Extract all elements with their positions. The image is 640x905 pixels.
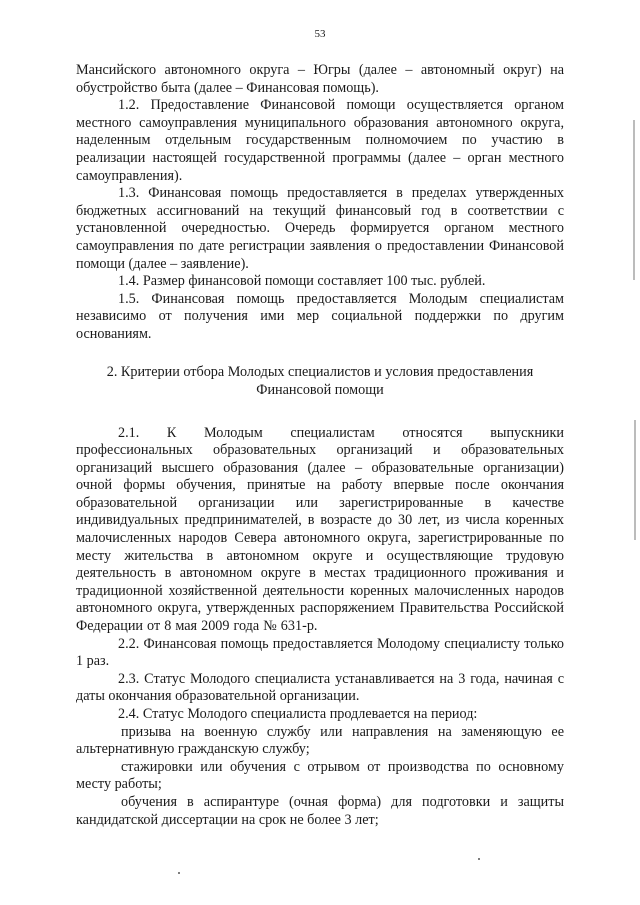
list-item-military-service: призыва на военную службу или направления на заменяющую ее альтернативную гражданскую службу; [76, 723, 564, 758]
section-heading-line-1: 2. Критерии отбора Молодых специалистов и условия предоставления [106, 363, 534, 380]
heading-spacer [76, 399, 564, 425]
page-number: 53 [314, 28, 326, 40]
paragraph-2-2: 2.2. Финансовая помощь предоставляется Молодому специалисту только 1 раз. [76, 635, 564, 670]
paragraph-2-4: 2.4. Статус Молодого специалиста продлевается на период: [118, 706, 478, 722]
paragraph-1-4: 1.4. Размер финансовой помощи составляет 100 тыс. рублей. [118, 273, 486, 290]
list-item-postgraduate: обучения в аспирантуре (очная форма) для подготовки и защиты кандидатской диссертации на срок не более 3 лет; [76, 793, 564, 828]
paragraph-continuation: Мансийского автономного округа – Югры (далее – автономный округ) на обустройство быта (далее – Финансовая помощь). [76, 62, 564, 96]
paragraph-1-5: 1.5. Финансовая помощь предоставляется Молодым специалистам независимо от получения ими мер социальной поддержки по другим основаниям. [76, 290, 564, 342]
paragraph-2-3: 2.3. Статус Молодого специалиста устанавливается на 3 года, начиная с даты окончания образовательной организации. [76, 670, 564, 705]
section-heading-line-2: Финансовой помощи [256, 381, 384, 398]
list-item-internship: стажировки или обучения с отрывом от производства по основному месту работы; [76, 758, 564, 793]
paragraph-1-3: 1.3. Финансовая помощь предоставляется в пределах утвержденных бюджетных ассигнований на текущий финансовый год в соответствии с установленной очередностью. Очередь формируется органом местного самоуправления по дате регистрации заявления о предоставлении Финансовой помощи (далее – заявление). [76, 185, 564, 272]
paragraph-2-1: 2.1. К Молодым специалистам относятся выпускники профессиональных образовательных организаций и образовательных организаций высшего образования (далее – образовательные организации) очной формы обучения, принятые на работу впервые после окончания образовательной организации или зарегистрированные в качестве индивидуальных предпринимателей, в возрасте до 30 лет, из числа коренных малочисленных народов Севера автономного округа, зарегистрированные по месту жительства в автономном округе и осуществляющие трудовую деятельность в автономном округе в местах традиционного проживания и традиционной хозяйственной деятельности коренных малочисленных народов автономного округа, утвержденных распоряжением Правительства Российской Федерации от 8 мая 2009 года № 631-р. [76, 424, 564, 635]
scan-edge-mark [633, 120, 635, 280]
scan-edge-mark [634, 420, 636, 540]
section-heading [76, 363, 564, 399]
scan-speck [478, 858, 480, 860]
paragraph-1-2: 1.2. Предоставление Финансовой помощи осуществляется органом местного самоуправления муниципального образования автономного округа, наделенным отдельным государственным полномочием по участию в реализации настоящей государственной программы (далее – орган местного самоуправления). [76, 97, 564, 184]
document-body [76, 62, 564, 829]
scan-speck [178, 872, 180, 874]
